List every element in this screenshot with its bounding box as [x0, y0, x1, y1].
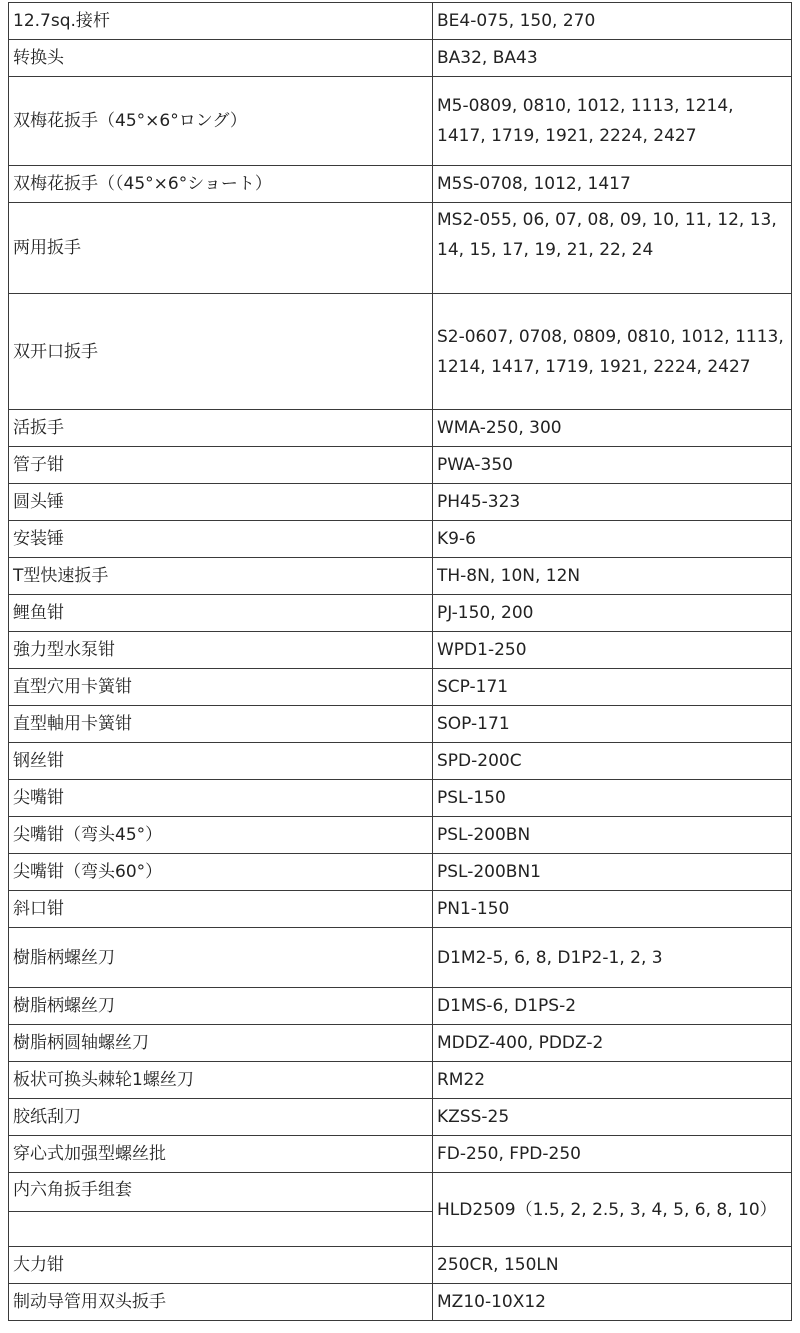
tool-name-cell: 转换头 — [9, 40, 433, 77]
tool-model-cell: D1MS-6, D1PS-2 — [433, 988, 792, 1025]
tool-model-cell: PWA-350 — [433, 447, 792, 484]
table-row — [9, 632, 792, 669]
table-row — [9, 1247, 792, 1284]
tool-name-cell: 直型穴用卡簧钳 — [9, 669, 433, 706]
tool-name-cell: 尖嘴钳（弯头45°） — [9, 817, 433, 854]
tool-model-cell: PSL-200BN1 — [433, 854, 792, 891]
tool-model-cell: WMA-250, 300 — [433, 410, 792, 447]
tool-model-cell: TH-8N, 10N, 12N — [433, 558, 792, 595]
tool-model-cell: M5S-0708, 1012, 1417 — [433, 166, 792, 203]
table-row — [9, 928, 792, 988]
tool-model-cell: D1M2-5, 6, 8, D1P2-1, 2, 3 — [433, 928, 792, 988]
tool-model-cell: HLD2509（1.5, 2, 2.5, 3, 4, 5, 6, 8, 10） — [433, 1173, 792, 1247]
tool-model-cell: SCP-171 — [433, 669, 792, 706]
tool-name-cell: 尖嘴钳 — [9, 780, 433, 817]
tool-model-cell: WPD1-250 — [433, 632, 792, 669]
tool-name-cell: 安装锤 — [9, 521, 433, 558]
tool-name-cell: 活扳手 — [9, 410, 433, 447]
tool-model-cell: BA32, BA43 — [433, 40, 792, 77]
tool-name-cell: 管子钳 — [9, 447, 433, 484]
tool-model-cell: PN1-150 — [433, 891, 792, 928]
tool-name-cell: 双梅花扳手（（45°×6°ショート） — [9, 166, 433, 203]
table-row — [9, 1099, 792, 1136]
tool-name-cell: 双开口扳手 — [9, 294, 433, 410]
tool-name-cell: 两用扳手 — [9, 203, 433, 294]
table-row — [9, 1173, 792, 1212]
tool-name-cell: 樹脂柄螺丝刀 — [9, 988, 433, 1025]
table-row — [9, 891, 792, 928]
table-row — [9, 669, 792, 706]
tool-model-cell: K9-6 — [433, 521, 792, 558]
tool-name-cell: 穿心式加强型螺丝批 — [9, 1136, 433, 1173]
table-row — [9, 1062, 792, 1099]
table-row — [9, 595, 792, 632]
tool-spec-table — [8, 2, 792, 1321]
table-row — [9, 780, 792, 817]
tool-model-cell: MZ10-10X12 — [433, 1284, 792, 1321]
empty-cell — [9, 1212, 433, 1247]
table-row — [9, 203, 792, 294]
table-row — [9, 1284, 792, 1321]
tool-name-cell: 圆头锤 — [9, 484, 433, 521]
tool-name-cell: 斜口钳 — [9, 891, 433, 928]
tool-name-cell: T型快速扳手 — [9, 558, 433, 595]
tool-model-cell: MS2-055, 06, 07, 08, 09, 10, 11, 12, 13, 14, 15, 17, 19, 21, 22, 24 — [433, 203, 792, 294]
table-row — [9, 743, 792, 780]
table-row — [9, 410, 792, 447]
tool-model-cell: SOP-171 — [433, 706, 792, 743]
table-row — [9, 521, 792, 558]
table-row — [9, 447, 792, 484]
tool-name-cell: 胶纸刮刀 — [9, 1099, 433, 1136]
table-row — [9, 3, 792, 40]
tool-model-cell: M5-0809, 0810, 1012, 1113, 1214, 1417, 1719, 1921, 2224, 2427 — [433, 77, 792, 166]
tool-name-cell: 双梅花扳手（45°×6°ロング） — [9, 77, 433, 166]
tool-model-cell: PH45-323 — [433, 484, 792, 521]
tool-model-cell: RM22 — [433, 1062, 792, 1099]
tool-model-cell: FD-250, FPD-250 — [433, 1136, 792, 1173]
table-row — [9, 166, 792, 203]
tool-name-cell: 12.7sq.接杆 — [9, 3, 433, 40]
table-row — [9, 1136, 792, 1173]
tool-name-cell: 樹脂柄螺丝刀 — [9, 928, 433, 988]
tool-name-cell: 钢丝钳 — [9, 743, 433, 780]
table-row — [9, 40, 792, 77]
tool-model-cell: S2-0607, 0708, 0809, 0810, 1012, 1113, 1214, 1417, 1719, 1921, 2224, 2427 — [433, 294, 792, 410]
table-row — [9, 817, 792, 854]
tool-model-cell: SPD-200C — [433, 743, 792, 780]
tool-name-cell: 鲤鱼钳 — [9, 595, 433, 632]
tool-model-cell: BE4-075, 150, 270 — [433, 3, 792, 40]
tool-model-cell: PJ-150, 200 — [433, 595, 792, 632]
tool-model-cell: KZSS-25 — [433, 1099, 792, 1136]
tool-name-cell: 樹脂柄圆轴螺丝刀 — [9, 1025, 433, 1062]
table-row — [9, 558, 792, 595]
table-row — [9, 294, 792, 410]
tool-name-cell: 制动导管用双头扳手 — [9, 1284, 433, 1321]
tool-model-cell: PSL-200BN — [433, 817, 792, 854]
table-row — [9, 854, 792, 891]
tool-name-cell: 直型軸用卡簧钳 — [9, 706, 433, 743]
tool-name-cell: 尖嘴钳（弯头60°） — [9, 854, 433, 891]
table-row — [9, 1025, 792, 1062]
tool-name-cell: 強力型水泵钳 — [9, 632, 433, 669]
tool-model-cell: MDDZ-400, PDDZ-2 — [433, 1025, 792, 1062]
table-row — [9, 988, 792, 1025]
tool-model-cell: 250CR, 150LN — [433, 1247, 792, 1284]
tool-name-cell: 大力钳 — [9, 1247, 433, 1284]
table-row — [9, 484, 792, 521]
tool-name-cell: 板状可换头棘轮1螺丝刀 — [9, 1062, 433, 1099]
tool-model-cell: PSL-150 — [433, 780, 792, 817]
tool-name-cell: 内六角扳手组套 — [9, 1173, 433, 1212]
table-row — [9, 706, 792, 743]
table-row — [9, 77, 792, 166]
